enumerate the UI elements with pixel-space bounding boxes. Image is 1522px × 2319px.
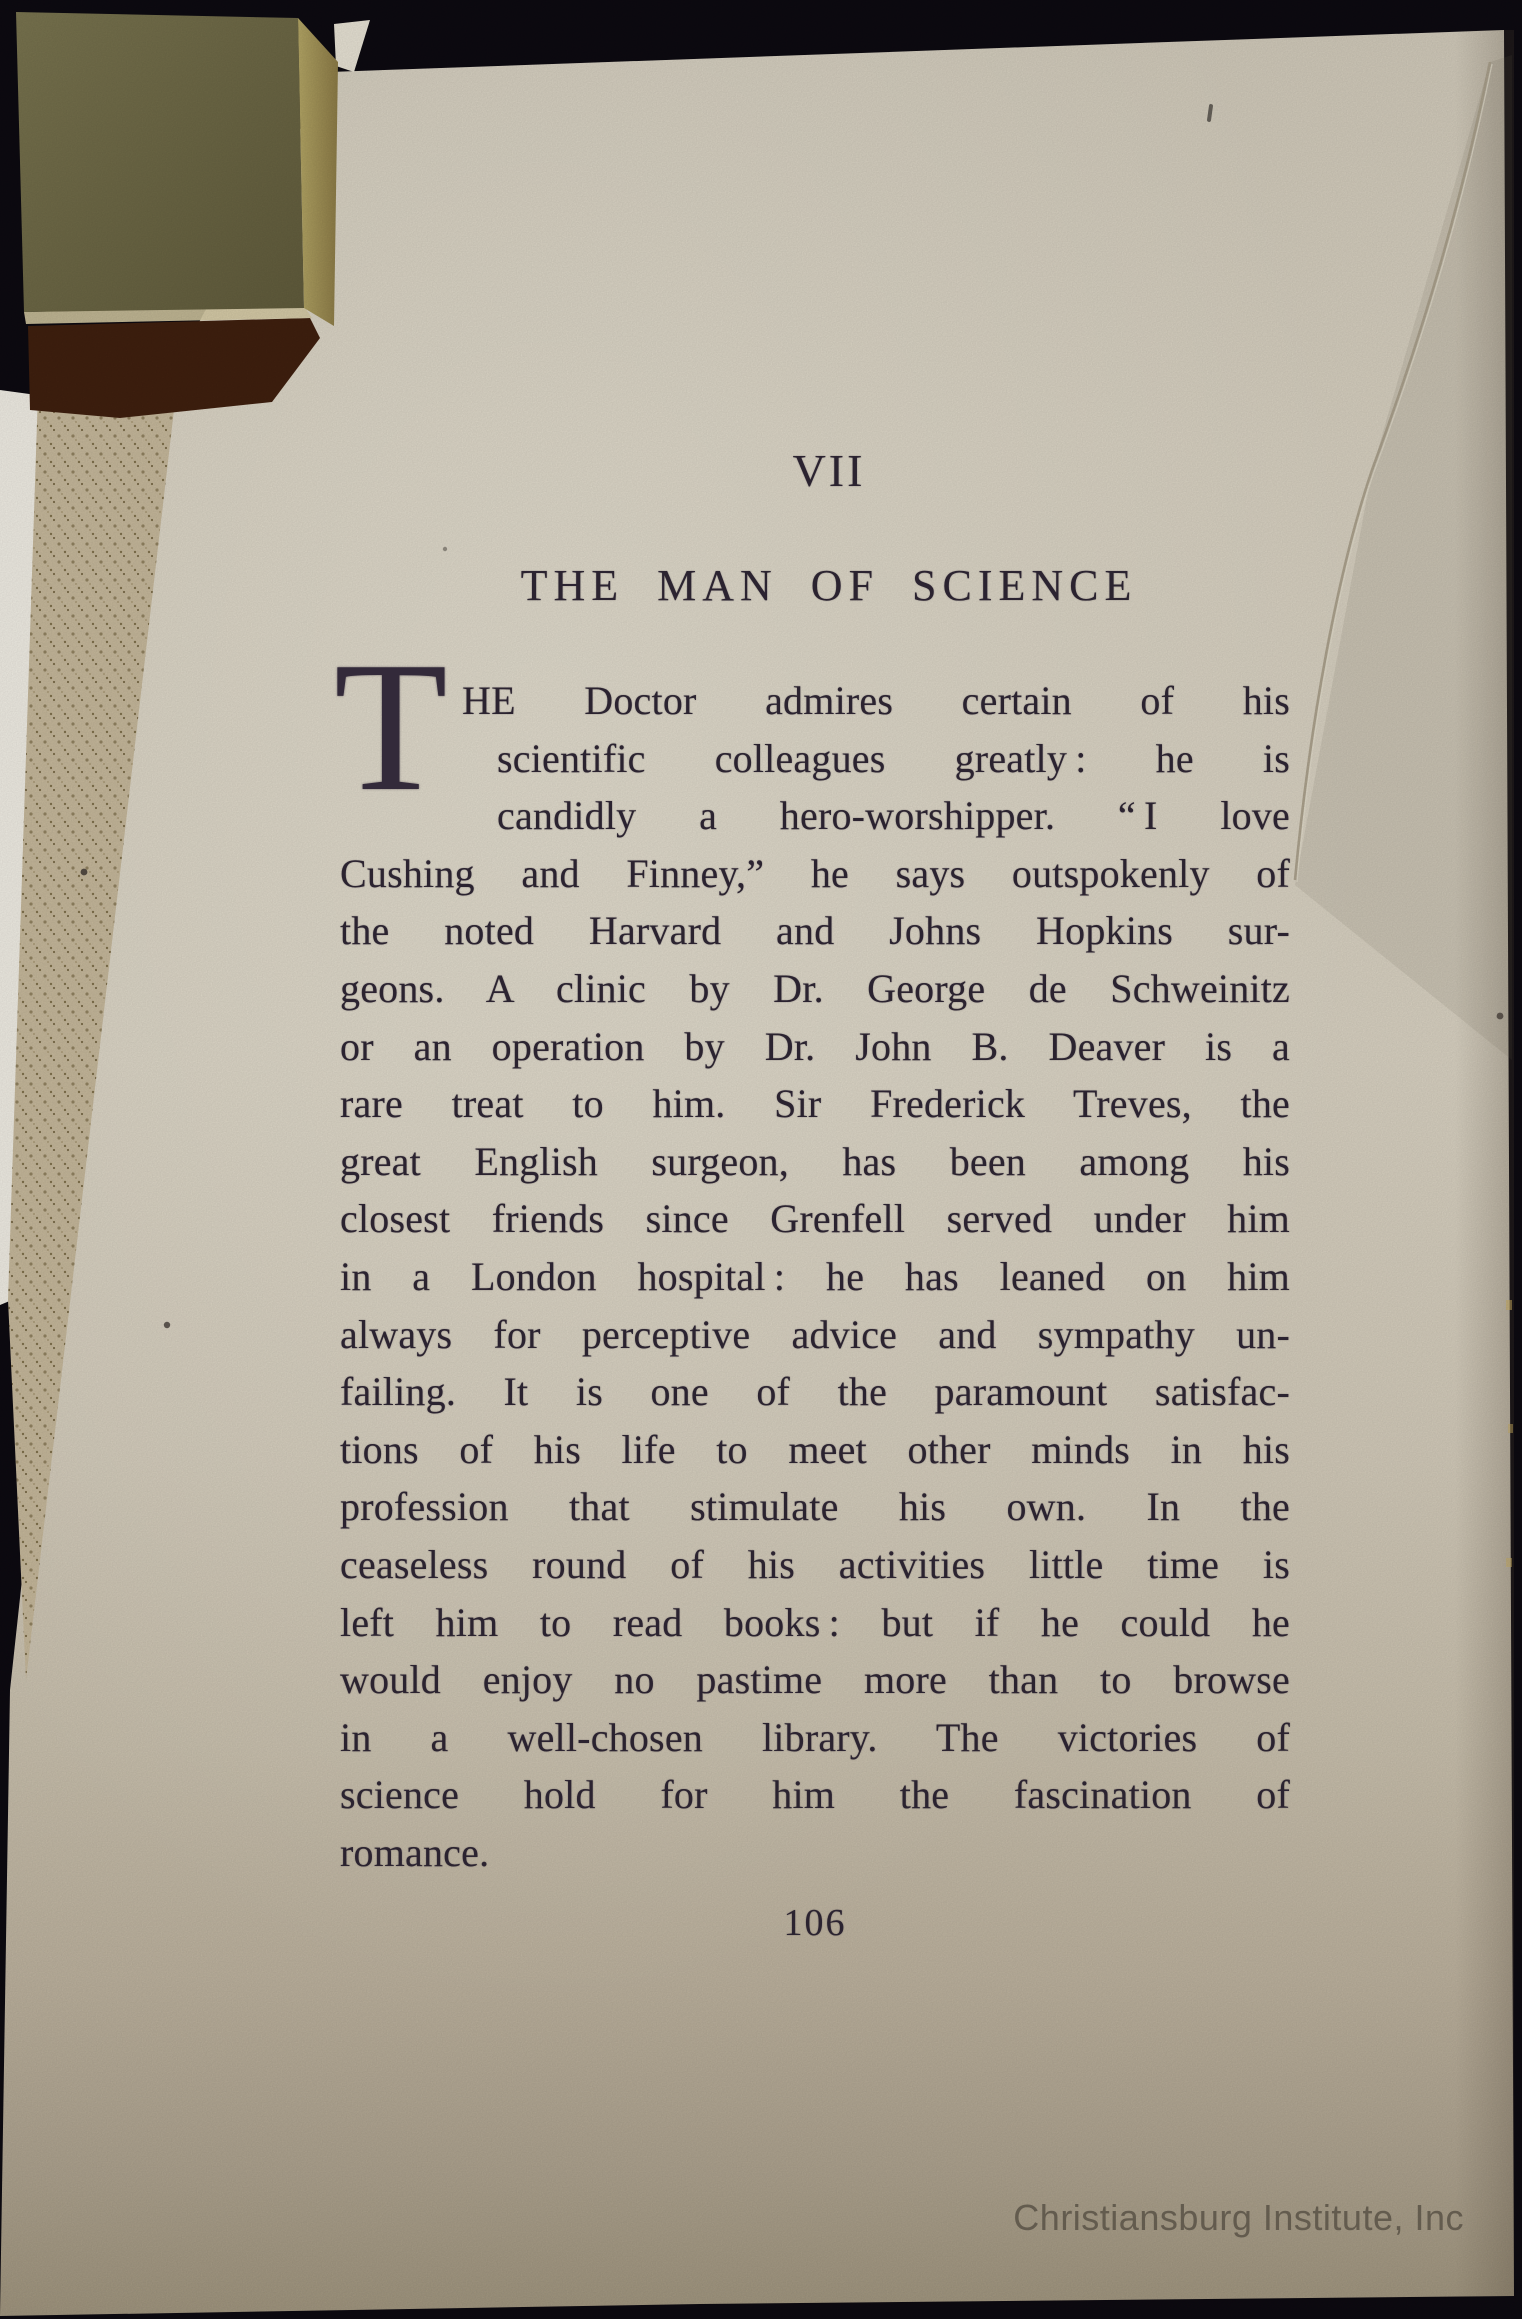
body-text-line: failing. It is one of the paramount satisfac- (340, 1369, 1290, 1415)
body-text-line: profession that stimulate his own. In the (340, 1484, 1290, 1530)
body-text-line: left him to read books : but if he could he (340, 1599, 1290, 1645)
body-text-line: great English surgeon, has been among his (340, 1138, 1290, 1184)
body-text-line: in a London hospital : he has leaned on him (340, 1253, 1290, 1299)
body-text-line: tions of his life to meet other minds in his (340, 1426, 1290, 1472)
body-text-line: Cushing and Finney,” he says outspokenly of (340, 850, 1290, 896)
body-text-line: ceaseless round of his activities little time is (340, 1541, 1290, 1587)
body-text-line: the noted Harvard and Johns Hopkins sur- (340, 908, 1290, 954)
chapter-title: THE MAN OF SCIENCE (520, 561, 1138, 610)
body-text-line: scientific colleagues greatly : he is (497, 735, 1290, 781)
body-text-line: in a well-chosen library. The victories of (340, 1714, 1290, 1760)
body-text-line: science hold for him the fascination of (340, 1772, 1290, 1818)
body-text-line: geons. A clinic by Dr. George de Schweinitz (340, 965, 1290, 1011)
body-text-line: closest friends since Grenfell served under him (340, 1196, 1290, 1242)
chapter-number: VII (792, 445, 866, 496)
body-text-line: candidly a hero-worshipper. “ I love (497, 793, 1290, 839)
body-text-line: rare treat to him. Sir Frederick Treves, the (340, 1081, 1290, 1127)
body-text (340, 672, 1290, 1881)
body-text-line: would enjoy no pastime more than to browse (340, 1657, 1290, 1703)
body-text-line: or an operation by Dr. John B. Deaver is a (340, 1023, 1290, 1069)
body-text-line: romance. (340, 1829, 490, 1875)
page-number: 106 (783, 1902, 847, 1944)
body-text-line: always for perceptive advice and sympathy un- (340, 1311, 1290, 1357)
watermark-text: Christiansburg Institute, Inc (1013, 2197, 1464, 2238)
body-text-line: HE Doctor admires certain of his (462, 678, 1290, 723)
drop-cap-letter: T (334, 624, 448, 830)
